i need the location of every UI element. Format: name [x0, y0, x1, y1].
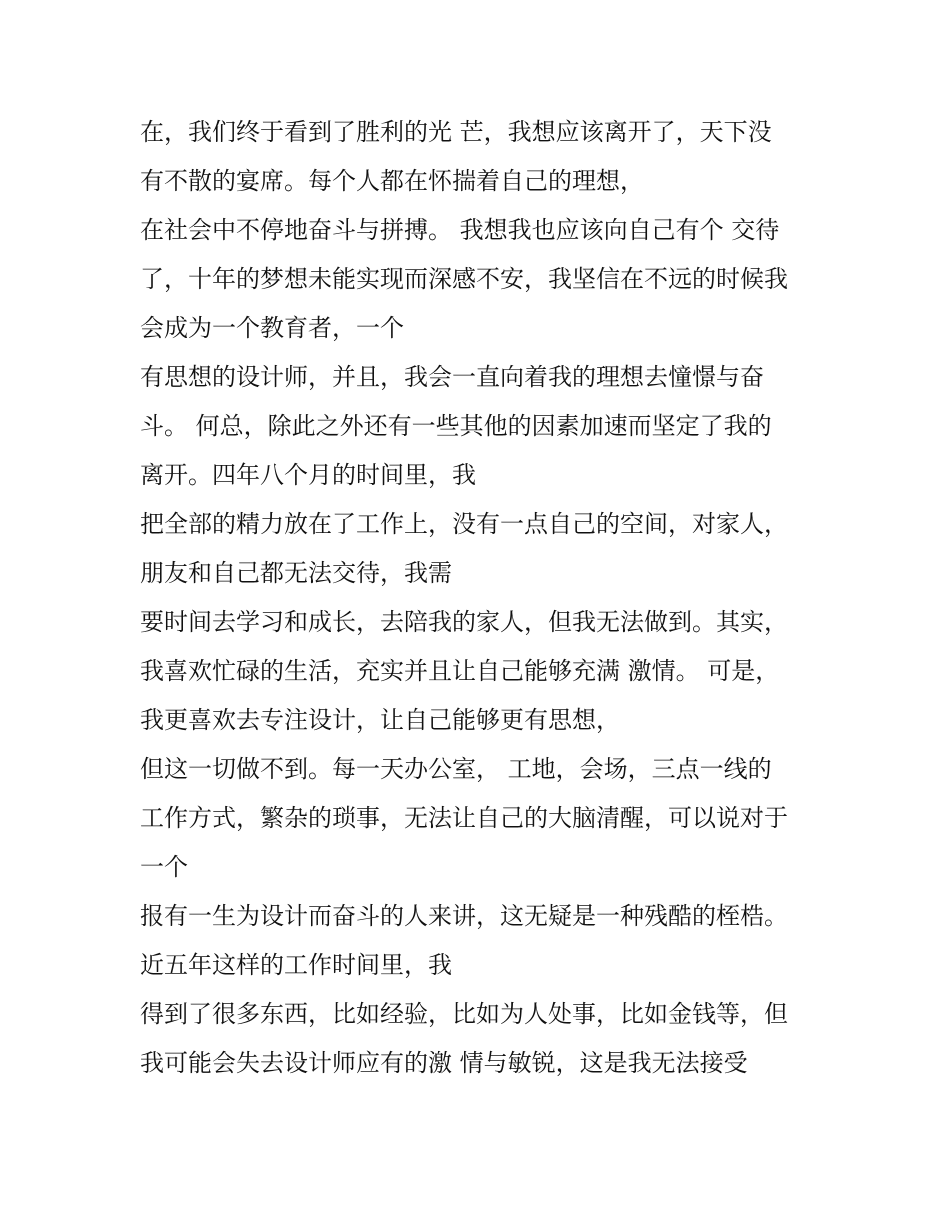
- text-line: 一个: [140, 853, 188, 881]
- text-line: 但这一切做不到。每一天办公室， 工地，会场，三点一线的: [140, 755, 772, 783]
- text-line: 我更喜欢去专注设计，让自己能够更有思想，: [140, 706, 620, 734]
- text-line: 近五年这样的工作时间里，我: [140, 951, 452, 979]
- text-line: 在，我们终于看到了胜利的光 芒，我想应该离开了，天下没: [140, 118, 772, 146]
- text-line: 离开。四年八个月的时间里，我: [140, 461, 476, 489]
- text-line: 要时间去学习和成长，去陪我的家人，但我无法做到。其实，: [140, 608, 788, 636]
- body-text: [140, 108, 840, 1088]
- text-line: 了，十年的梦想未能实现而深感不安，我坚信在不远的时候我: [140, 265, 788, 293]
- text-line: 我可能会失去设计师应有的激 情与敏锐，这是我无法接受: [140, 1049, 748, 1077]
- text-line: 朋友和自己都无法交待，我需: [140, 559, 452, 587]
- text-line: 斗。 何总，除此之外还有一些其他的因素加速而坚定了我的: [140, 412, 772, 440]
- text-line: 在社会中不停地奋斗与拼搏。 我想我也应该向自己有个 交待: [140, 216, 780, 244]
- text-line: 工作方式，繁杂的琐事，无法让自己的大脑清醒，可以说对于: [140, 804, 788, 832]
- text-line: 得到了很多东西，比如经验，比如为人处事，比如金钱等，但: [140, 1000, 788, 1028]
- text-line: 报有一生为设计而奋斗的人来讲，这无疑是一种残酷的桎梏。: [140, 902, 788, 930]
- text-line: 会成为一个教育者，一个: [140, 314, 404, 342]
- text-line: 有不散的宴席。每个人都在怀揣着自己的理想，: [140, 167, 644, 195]
- text-line: 把全部的精力放在了工作上，没有一点自己的空间，对家人，: [140, 510, 788, 538]
- text-line: 有思想的设计师，并且，我会一直向着我的理想去憧憬与奋: [140, 363, 764, 391]
- text-line: 我喜欢忙碌的生活，充实并且让自己能够充满 激情。 可是，: [140, 657, 780, 685]
